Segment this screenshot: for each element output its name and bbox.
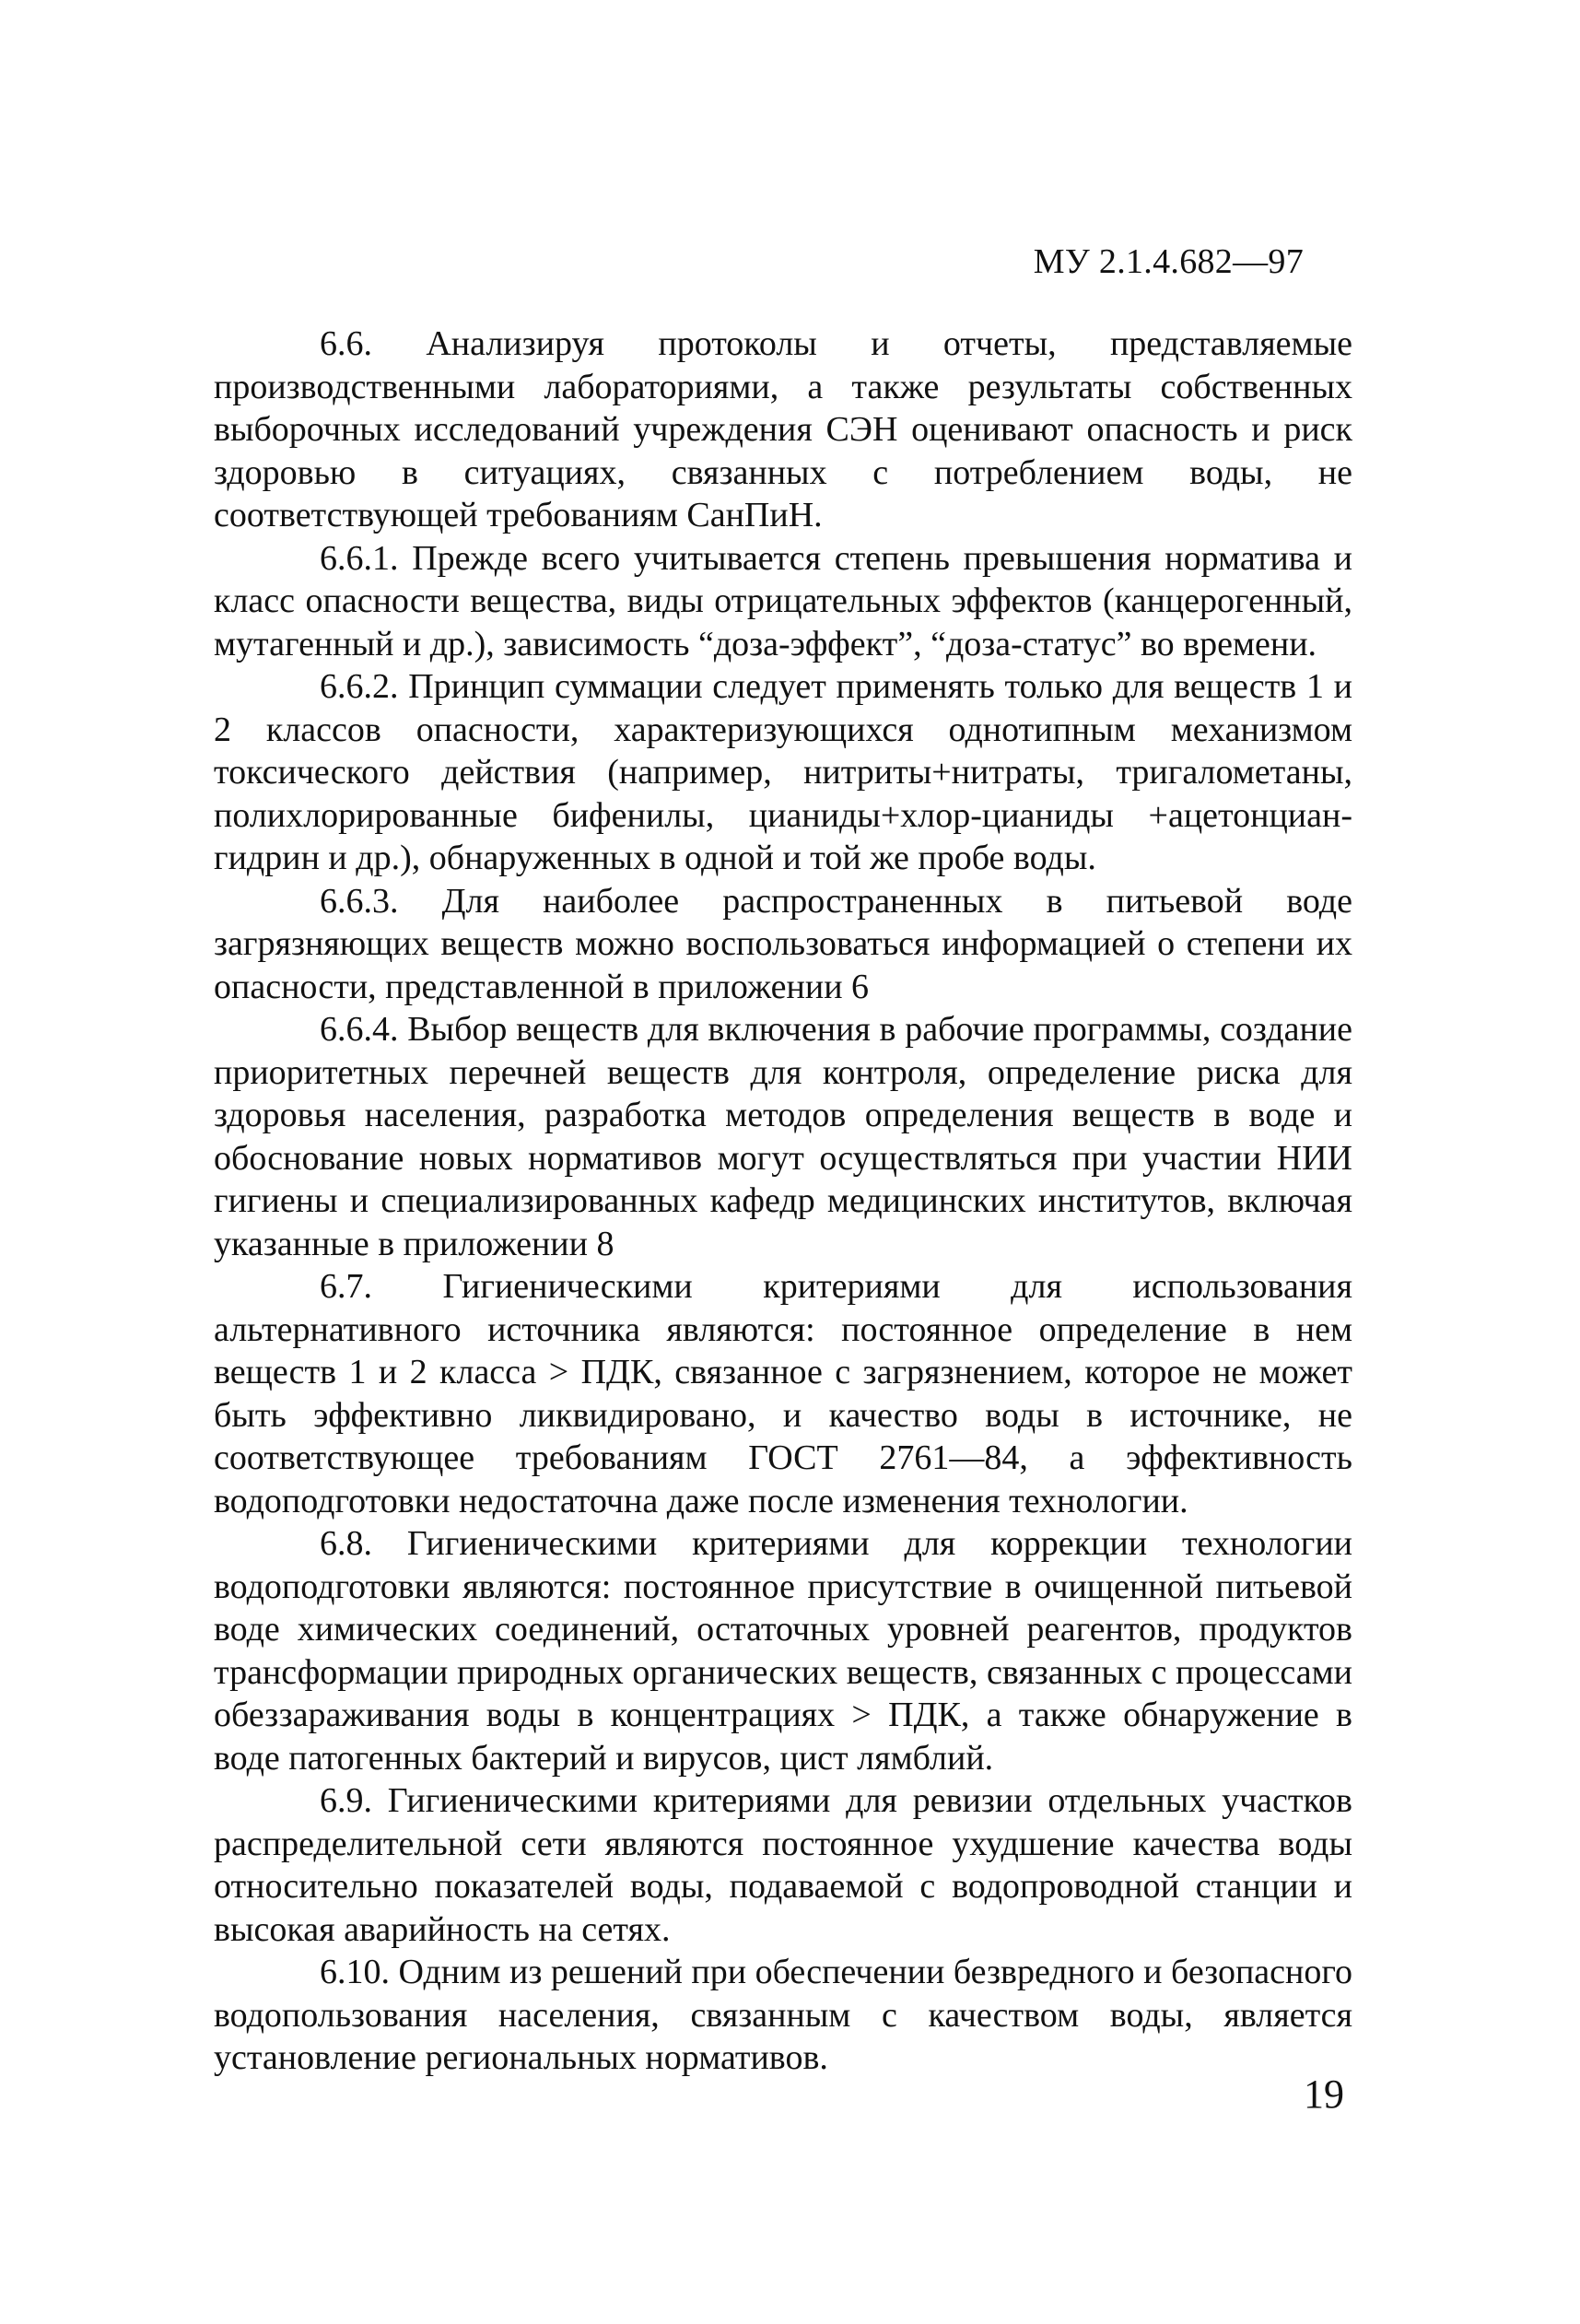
paragraph-6-6-1: 6.6.1. Прежде всего учитывается степень превышения норматива и класс опасности вещества, виды отрицательных эффектов (канцерогенный, мутагенный и др.), зависимость “доза-эффект”, “доза-статус” во времени.	[214, 538, 1352, 663]
page-number: 19	[1304, 2072, 1344, 2117]
paragraph-6-6-2: 6.6.2. Принцип суммации следует применять только для веществ 1 и 2 классов опасности, характеризующихся однотипным механизмом токсического действия (например, нитриты+нитраты, тригалометаны, полихлорированные бифенилы, цианиды+хлор-цианиды +ацетонциан-гидрин и др.), обнаруженных в одной и той же пробе воды.	[214, 667, 1352, 877]
paragraph-6-8: 6.8. Гигиеническими критериями для коррекции технологии водоподготовки являются: постоянное присутствие в очищенной питьевой воде химических соединений, остаточных уровней реагентов, продуктов трансформации природных органических веществ, связанных с процессами обеззараживания воды в концентрациях > ПДК, а также обнаружение в воде патогенных бактерий и вирусов, цист лямблий.	[214, 1524, 1352, 1778]
paragraph-6-6-3: 6.6.3. Для наиболее распространенных в питьевой воде загрязняющих веществ можно воспользоваться информацией о степени их опасности, представленной в приложении 6	[214, 881, 1352, 1006]
paragraph-6-6-4: 6.6.4. Выбор веществ для включения в рабочие программы, создание приоритетных перечней веществ для контроля, определение риска для здоровья населения, разработка методов определения веществ в воде и обоснование новых нормативов могут осуществляться при участии НИИ гигиены и специализированных кафедр медицинских институтов, включая указанные в приложении 8	[214, 1010, 1352, 1263]
paragraph-6-10: 6.10. Одним из решений при обеспечении безвредного и безопасного водопользования населения, связанным с качеством воды, является установление региональных нормативов.	[214, 1953, 1352, 2077]
body-text	[214, 323, 1352, 2080]
paragraph-6-7: 6.7. Гигиеническими критериями для использования альтернативного источника являются: постоянное определение в нем веществ 1 и 2 класса > ПДК, связанное с загрязнением, которое не может быть эффективно ликвидировано, и качество воды в источнике, не соответствующее требованиям ГОСТ 2761—84, а эффективность водоподготовки недостаточна даже после изменения технологии.	[214, 1267, 1352, 1520]
document-code: МУ 2.1.4.682—97	[1033, 242, 1304, 281]
paragraph-6-9: 6.9. Гигиеническими критериями для ревизии отдельных участков распределительной сети являются постоянное ухудшение качества воды относительно показателей воды, подаваемой с водопроводной станции и высокая аварийность на сетях.	[214, 1781, 1352, 1949]
paragraph-6-6: 6.6. Анализируя протоколы и отчеты, представляемые производственными лабораториями, а также результаты собственных выборочных исследований учреждения СЭН оценивают опасность и риск здоровью в ситуациях, связанных с потреблением воды, не соответствующей требованиям СанПиН.	[214, 324, 1352, 534]
